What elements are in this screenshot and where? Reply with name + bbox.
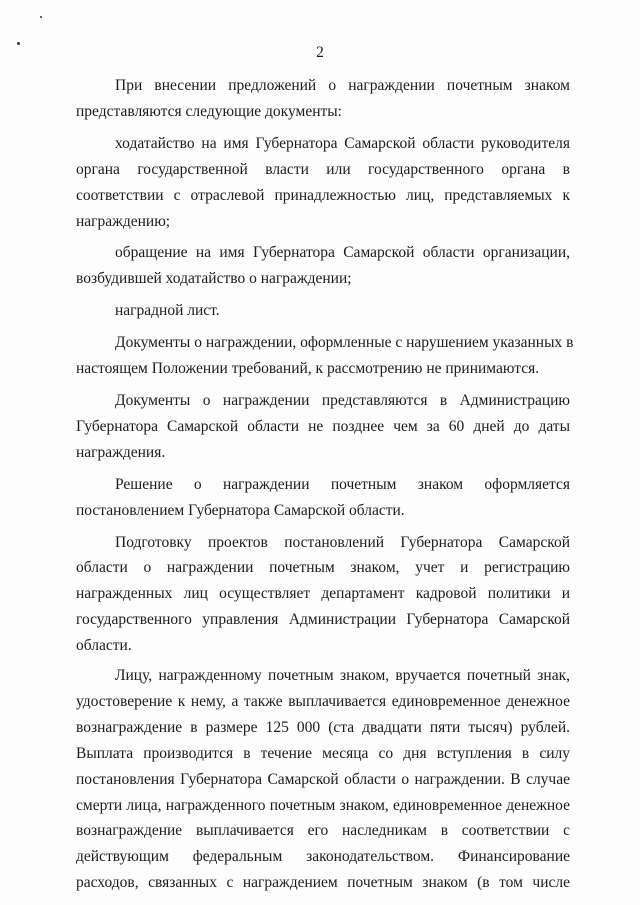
document-body	[76, 73, 574, 896]
paragraph	[76, 131, 570, 235]
text-line: вознаграждение в размере 125 000 (ста двадцати пяти тысяч) рублей.	[76, 718, 570, 736]
text-line: Документы о награждении представляются в Администрацию	[115, 391, 570, 409]
text-line: награждения.	[76, 443, 166, 461]
paragraph	[76, 472, 570, 524]
text-line: Лицу, награжденному почетным знаком, вручается почетный знак,	[115, 667, 570, 685]
text-line: ходатайство на имя Губернатора Самарской области руководителя	[115, 134, 570, 152]
text-line: области о награждении почетным знаком, учет и регистрацию	[76, 559, 570, 577]
paragraph	[76, 73, 570, 125]
text-line: Подготовку проектов постановлений Губернатора Самарской	[115, 533, 570, 551]
text-line: расходов, связанных с награждением почетным знаком (в том числе	[76, 874, 570, 892]
page-number: 2	[316, 44, 324, 61]
paragraph	[76, 663, 570, 896]
paragraph	[76, 298, 570, 324]
text-line: постановления Губернатора Самарской области о награждении. В случае	[76, 770, 570, 788]
text-line: обращение на имя Губернатора Самарской области организации,	[115, 244, 570, 262]
text-line: Документы о награждении, оформленные с нарушением указанных в	[115, 334, 574, 352]
text-line: награждению;	[76, 212, 171, 230]
text-line: наградной лист.	[115, 302, 220, 320]
text-line: настоящем Положении требований, к рассмотрению не принимаются.	[76, 360, 540, 378]
paragraph	[76, 240, 570, 292]
text-line: органа государственной власти или государственного органа в	[76, 160, 570, 178]
text-line: Выплата производится в течение месяца со дня вступления в силу	[76, 744, 570, 762]
text-line: При внесении предложений о награждении почетным знаком	[115, 77, 570, 94]
text-line: области.	[76, 637, 132, 655]
text-line: соответствии с отраслевой принадлежностью лиц, представляемых к	[76, 186, 570, 204]
scan-speck	[40, 16, 42, 18]
text-line: награжденных лиц осуществляет департамент кадровой политики и	[76, 585, 570, 603]
paragraph	[76, 530, 570, 660]
text-line: действующим федеральным законодательством. Финансирование	[76, 848, 570, 866]
text-line: представляются следующие документы:	[76, 102, 342, 120]
text-line: удостоверение к нему, а также выплачивается единовременное денежное	[76, 692, 570, 710]
text-line: вознаграждение выплачивается его наследникам в соответствии с	[76, 822, 570, 840]
text-line: смерти лица, награжденного почетным знаком, единовременное денежное	[76, 796, 570, 814]
text-line: Губернатора Самарской области не позднее чем за 60 дней до даты	[76, 417, 570, 435]
paragraph	[76, 388, 570, 466]
paragraph	[76, 330, 574, 382]
text-line: Решение о награждении почетным знаком оформляется	[115, 475, 570, 493]
text-line: государственного управления Администрации Губернатора Самарской	[76, 611, 570, 629]
text-line: постановлением Губернатора Самарской области.	[76, 501, 405, 519]
text-line: возбудившей ходатайство о награждении;	[76, 270, 352, 288]
